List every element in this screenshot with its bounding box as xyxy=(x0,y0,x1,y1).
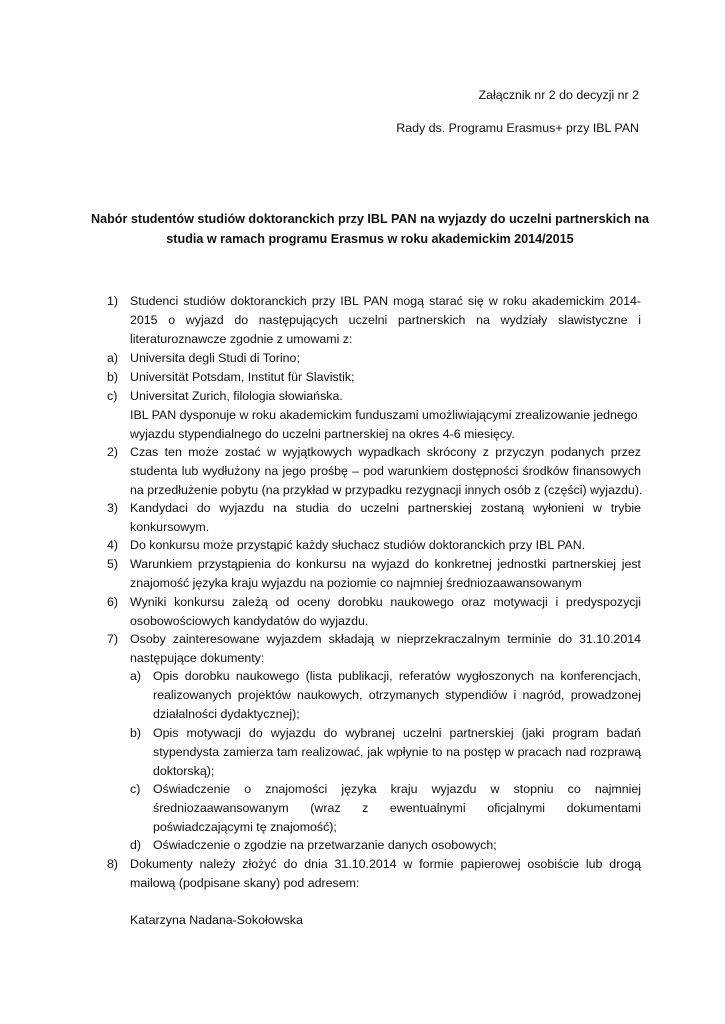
header-council-line: Rady ds. Programu Erasmus+ przy IBL PAN xyxy=(396,121,639,135)
item-7-marker: 7) xyxy=(107,632,119,646)
signature-name: Katarzyna Nadana-Sokołowska xyxy=(130,913,303,927)
item-8-text: Dokumenty należy złożyć do dnia 31.10.2014 w formie papierowej osobiście lub drogą mailową (podpisane skany) pod adresem: xyxy=(130,857,641,890)
item-c-text: Universitat Zurich, filologia słowiańska. IBL PAN dysponuje w roku akademickim funduszami umożliwiającymi zrealizowanie jednego wyjazdu stypendialnego do uczelni partnerskiej na okres 4-6 miesięcy. xyxy=(130,389,638,441)
item-1-text: Studenci studiów doktoranckich przy IBL PAN mogą starać się w roku akademickim 2014- 2015 o wyjazd do następujących uczelni partnerskich na wydziały slawistyczne i literaturoznawcze zgodnie z umowami z: xyxy=(130,294,641,346)
item-7c-marker: c) xyxy=(130,782,141,796)
title-line-1: Nabór studentów studiów doktoranckich przy IBL PAN na wyjazdy do uczelni partnerskich na xyxy=(91,212,649,226)
item-7d-text: Oświadczenie o zgodzie na przetwarzanie danych osobowych; xyxy=(153,838,497,852)
item-7c-text: Oświadczenie o znajomości języka kraju wyjazdu w stopniu co najmniej średniozaawansowanym (wraz z ewentualnymi oficjalnymi dokumentami poświadczającymi tę znajomość); xyxy=(153,782,641,834)
document-title xyxy=(60,209,680,249)
item-b-text: Universität Potsdam, Institut für Slavistik; xyxy=(130,370,355,384)
item-7-text: Osoby zainteresowane wyjazdem składają w nieprzekraczalnym terminie do 31.10.2014 następujące dokumenty: xyxy=(130,632,641,665)
title-line-2: studia w ramach programu Erasmus w roku akademickim 2014/2015 xyxy=(166,232,574,246)
item-7a-marker: a) xyxy=(130,669,142,683)
item-5-marker: 5) xyxy=(107,557,119,571)
item-8-marker: 8) xyxy=(107,857,119,871)
item-c-marker: c) xyxy=(107,389,118,403)
header-annex-line: Załącznik nr 2 do decyzji nr 2 xyxy=(478,88,639,102)
item-7d-marker: d) xyxy=(130,838,142,852)
item-1-marker: 1) xyxy=(107,294,119,308)
item-7b-marker: b) xyxy=(130,726,142,740)
item-4-text: Do konkursu może przystąpić każdy słuchacz studiów doktoranckich przy IBL PAN. xyxy=(130,538,586,552)
item-3-text: Kandydaci do wyjazdu na studia do uczelni partnerskiej zostaną wyłonieni w trybie konkursowym. xyxy=(130,501,641,534)
item-2-text: Czas ten może zostać w wyjątkowych wypadkach skrócony z przyczyn podanych przez studenta lub wydłużony na jego prośbę – pod warunkiem dostępności środków finansowych na przedłużenie pobytu (na przykład w przypadku rezygnacji innych osób z (części) wyjazdu). xyxy=(130,445,643,497)
item-4-marker: 4) xyxy=(107,538,119,552)
item-a-text: Universita degli Studi di Torino; xyxy=(130,351,300,365)
item-a-marker: a) xyxy=(107,351,119,365)
item-b-marker: b) xyxy=(107,370,119,384)
item-2-marker: 2) xyxy=(107,445,119,459)
item-7b-text: Opis motywacji do wyjazdu do wybranej uczelni partnerskiej (jaki program badań stypendysta zamierza tam realizować, jak wpłynie to na postęp w pracach nad rozprawą doktorską); xyxy=(153,726,641,778)
item-3-marker: 3) xyxy=(107,501,119,515)
item-5-text: Warunkiem przystąpienia do konkursu na wyjazd do konkretnej jednostki partnerskiej jest znajomość języka kraju wyjazdu na poziomie co najmniej średniozaawansowanym xyxy=(130,557,641,590)
item-7a-text: Opis dorobku naukowego (lista publikacji, referatów wygłoszonych na konferencjach, realizowanych projektów naukowych, otrzymanych stypendiów i nagród, prowadzonej działalności dydaktycznej); xyxy=(153,669,641,721)
item-6-text: Wyniki konkursu zależą od oceny dorobku naukowego oraz motywacji i predyspozycji osobowościowych kandydatów do wyjazdu. xyxy=(130,595,641,628)
item-6-marker: 6) xyxy=(107,595,119,609)
